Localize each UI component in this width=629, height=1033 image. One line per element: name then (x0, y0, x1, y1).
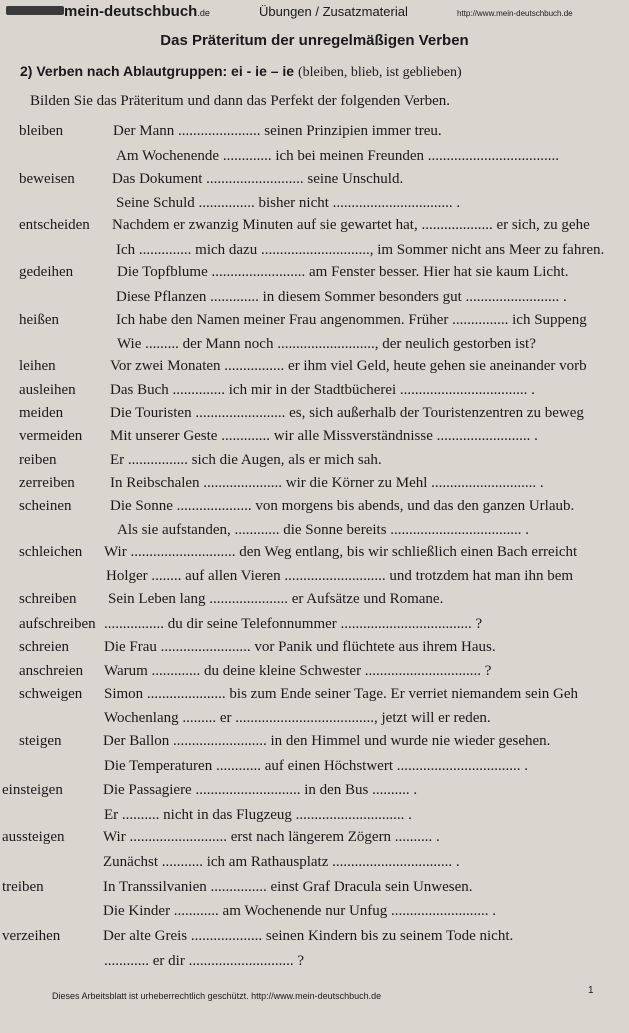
exercise-heading (20, 63, 462, 81)
verb-label: heißen (19, 312, 59, 328)
exercise-sentence: In Reibschalen ..................... wir die Körner zu Mehl ............................ . (110, 475, 544, 491)
exercise-row (0, 852, 629, 872)
exercise-sentence: Die Kinder ............ am Wochenende nur Unfug .......................... . (103, 903, 497, 919)
verb-label: schreien (19, 639, 69, 655)
verb-label: gedeihen (19, 264, 74, 280)
site-logo (64, 3, 210, 20)
exercise-sentence: Warum ............. du deine kleine Schwester ............................... ? (104, 663, 492, 679)
exercise-sentence: Seine Schuld ............... bisher nicht ................................ . (116, 195, 461, 211)
exercise-row (0, 121, 629, 141)
exercise-row (0, 193, 629, 213)
exercise-row (0, 637, 629, 657)
verb-label: aufschreiben (19, 616, 96, 632)
exercise-row (0, 473, 629, 493)
exercise-row (0, 926, 629, 946)
exercise-row (0, 215, 629, 235)
exercise-sentence: Ich habe den Namen meiner Frau angenommen. Früher ............... ich Suppeng (116, 312, 587, 328)
exercise-instruction: Bilden Sie das Präteritum und dann das Perfekt der folgenden Verben. (30, 93, 451, 109)
exercise-sentence: Die Touristen ........................ es, sich außerhalb der Touristenzentren zu beweg (110, 405, 584, 421)
exercise-sentence: Nachdem er zwanzig Minuten auf sie gewartet hat, ................... er sich, zu gehe (112, 217, 590, 233)
exercise-row (0, 310, 629, 330)
exercise-heading-text: 2) Verben nach Ablautgruppen: ei - ie – ie (20, 63, 295, 79)
exercise-sentence: Holger ........ auf allen Vieren ........................... und trotzdem hat man ihn bem (106, 568, 574, 584)
exercise-sentence: ................ du dir seine Telefonnummer ................................... ? (104, 616, 483, 632)
exercise-sentence: Mit unserer Geste ............. wir alle Missverständnisse ......................... . (110, 428, 538, 444)
exercise-row (0, 356, 629, 376)
verb-label: schleichen (19, 544, 83, 560)
verb-label: reiben (19, 452, 57, 468)
exercise-sentence: Die Temperaturen ............ auf einen Höchstwert ................................. . (104, 758, 528, 774)
verb-label: steigen (19, 733, 62, 749)
exercise-row (0, 684, 629, 704)
exercise-row (0, 901, 629, 921)
footer-copyright: Dieses Arbeitsblatt ist urheberrechtlich geschützt. http://www.mein-deutschbuch.de (52, 991, 382, 1001)
exercise-row (0, 805, 629, 825)
exercise-sentence: Ich .............. mich dazu ............................., im Sommer nicht ans Meer zu fahren. (116, 242, 605, 258)
verb-label: schreiben (19, 591, 77, 607)
exercise-row (0, 380, 629, 400)
verb-label: verzeihen (2, 928, 61, 944)
exercise-sentence: Er ................ sich die Augen, als er mich sah. (110, 452, 382, 468)
exercise-sentence: Am Wochenende ............. ich bei meinen Freunden ................................... (116, 148, 560, 164)
exercise-row (0, 589, 629, 609)
exercise-row (0, 661, 629, 681)
header-url: http://www.mein-deutschbuch.de (457, 9, 573, 18)
verb-label: leihen (19, 358, 56, 374)
exercise-row (0, 520, 629, 540)
verb-label: entscheiden (19, 217, 90, 233)
page-number: 1 (588, 985, 594, 996)
exercise-row (0, 566, 629, 586)
verb-label: beweisen (19, 171, 75, 187)
exercise-row (0, 334, 629, 354)
page-title: Das Präteritum der unregelmäßigen Verben (160, 32, 469, 49)
header-section-title: Übungen / Zusatzmaterial (259, 4, 408, 19)
exercise-sentence: Wochenlang ......... er ....................................., jetzt will er reden. (104, 710, 491, 726)
exercise-sentence: Das Buch .............. ich mir in der Stadtbücherei .................................. . (110, 382, 535, 398)
verb-label: vermeiden (19, 428, 83, 444)
logo-mark (6, 6, 64, 15)
verb-label: bleiben (19, 123, 64, 139)
exercise-sentence: Vor zwei Monaten ................ er ihm viel Geld, heute gehen sie aneinander vorb (110, 358, 587, 374)
exercise-sentence: Die Passagiere ............................ in den Bus .......... . (103, 782, 418, 798)
exercise-sentence: Die Topfblume ......................... am Fenster besser. Hier hat sie kaum Licht. (117, 264, 569, 280)
verb-label: schweigen (19, 686, 83, 702)
exercise-sentence: Wir ............................ den Weg entlang, bis wir schließlich einen Bach erreicht (104, 544, 578, 560)
exercise-sentence: ............ er dir ............................ ? (104, 953, 304, 969)
exercise-row (0, 450, 629, 470)
exercise-sentence: Sein Leben lang ..................... er Aufsätze und Romane. (108, 591, 444, 607)
verb-label: treiben (2, 879, 44, 895)
exercise-sentence: Die Sonne .................... von morgens bis abends, und das den ganzen Urlaub. (110, 498, 575, 514)
verb-label: ausleihen (19, 382, 76, 398)
exercise-row (0, 240, 629, 260)
exercise-sentence: Der alte Greis ................... seinen Kindern bis zu seinem Tode nicht. (103, 928, 514, 944)
verb-label: scheinen (19, 498, 72, 514)
exercise-sentence: Der Ballon ......................... in den Himmel und wurde nie wieder gesehen. (103, 733, 551, 749)
verb-label: zerreiben (19, 475, 75, 491)
exercise-sentence: Er .......... nicht in das Flugzeug ............................. . (104, 807, 412, 823)
verb-label: meiden (19, 405, 64, 421)
exercise-sentence: Die Frau ........................ vor Panik und flüchtete aus ihrem Haus. (104, 639, 496, 655)
exercise-row (0, 426, 629, 446)
exercise-sentence: Das Dokument .......................... seine Unschuld. (112, 171, 404, 187)
exercise-row (0, 146, 629, 166)
exercise-row (0, 403, 629, 423)
exercise-sentence: In Transsilvanien ............... einst Graf Dracula sein Unwesen. (103, 879, 473, 895)
exercise-sentence: Der Mann ...................... seinen Prinzipien immer treu. (113, 123, 442, 139)
exercise-row (0, 614, 629, 634)
exercise-row (0, 169, 629, 189)
exercise-sentence: Wie ......... der Mann noch .........................., der neulich gestorben ist? (117, 336, 536, 352)
logo-suffix: .de (197, 8, 210, 18)
exercise-row (0, 262, 629, 282)
exercise-sentence: Als sie aufstanden, ............ die Sonne bereits ................................... . (117, 522, 530, 538)
verb-label: einsteigen (2, 782, 63, 798)
exercise-sentence: Diese Pflanzen ............. in diesem Sommer besonders gut ......................... . (116, 289, 567, 305)
exercise-row (0, 827, 629, 847)
exercise-row (0, 708, 629, 728)
verb-label: aussteigen (2, 829, 65, 845)
exercise-row (0, 287, 629, 307)
verb-label: anschreien (19, 663, 84, 679)
exercise-row (0, 780, 629, 800)
exercise-sentence: Zunächst ........... ich am Rathausplatz ................................ . (103, 854, 460, 870)
exercise-row (0, 731, 629, 751)
exercise-row (0, 496, 629, 516)
exercise-heading-example: (bleiben, blieb, ist geblieben) (297, 65, 462, 80)
exercise-sentence: Simon ..................... bis zum Ende seiner Tage. Er verriet niemandem sein Geh (104, 686, 578, 702)
exercise-row (0, 877, 629, 897)
exercise-row (0, 951, 629, 971)
page-header (0, 2, 629, 24)
exercise-row (0, 542, 629, 562)
logo-text: mein-deutschbuch (64, 3, 198, 20)
exercise-row (0, 756, 629, 776)
exercise-sentence: Wir .......................... erst nach längerem Zögern .......... . (103, 829, 440, 845)
